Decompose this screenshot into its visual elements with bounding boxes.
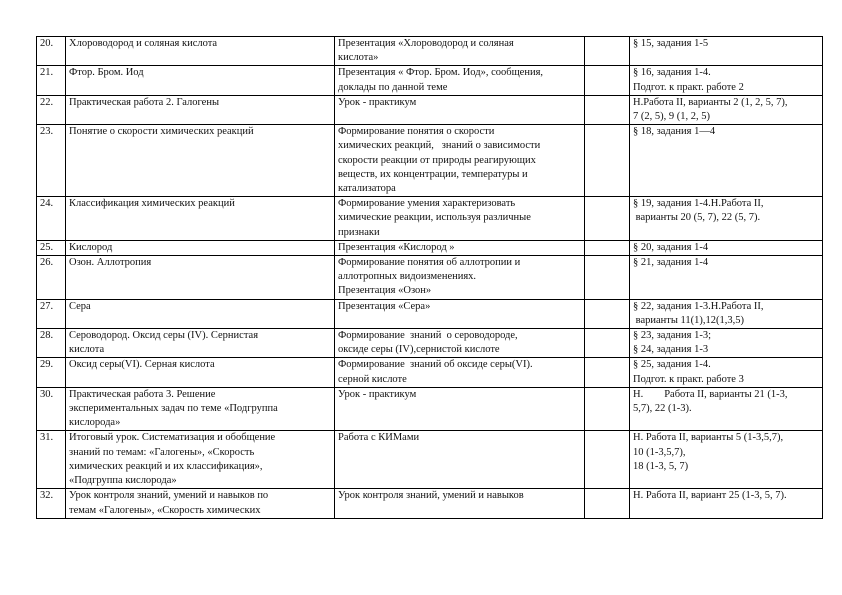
lesson-form-cell <box>335 197 585 241</box>
lesson-form-line: аллотропных видоизменениях. <box>338 271 477 283</box>
lesson-topic-cell <box>66 125 335 197</box>
lesson-number: 27. <box>40 300 54 312</box>
lesson-homework-line: варианты 20 (5, 7), 22 (5, 7). <box>633 212 761 224</box>
lesson-number: 26. <box>40 257 54 269</box>
lesson-homework-line: § 21, задания 1-4 <box>633 257 709 269</box>
table-row <box>37 125 823 197</box>
lesson-form-line: катализатора <box>338 183 396 195</box>
lesson-homework-cell <box>630 66 823 95</box>
lesson-form-line: Презентация «Кислород » <box>338 241 455 253</box>
lesson-number: 20. <box>40 38 54 49</box>
lesson-number-cell <box>37 37 66 66</box>
lesson-form-line: Урок - практикум <box>338 388 417 400</box>
lesson-form-line: веществ, их концентрации, температуры и <box>338 168 528 180</box>
lesson-homework-cell <box>630 197 823 241</box>
lesson-extra-cell <box>585 358 630 387</box>
lesson-form-line: серной кислоте <box>338 373 407 385</box>
lesson-homework-line: § 20, задания 1-4 <box>633 241 709 253</box>
table-row <box>37 95 823 124</box>
table-row <box>37 387 823 431</box>
lesson-number-cell <box>37 431 66 489</box>
lesson-topic-line: Итоговый урок. Систематизация и обобщение <box>69 432 276 444</box>
table-row <box>37 358 823 387</box>
lesson-form-line: Урок - практикум <box>338 96 417 108</box>
lesson-number-cell <box>37 125 66 197</box>
lesson-homework-line: § 25, задания 1-4. <box>633 359 711 371</box>
lesson-homework-cell <box>630 358 823 387</box>
lesson-homework-line: § 19, задания 1-4.Н.Работа II, <box>633 198 764 210</box>
lesson-topic-line: Классификация химических реакций <box>69 198 235 210</box>
lesson-homework-cell <box>630 95 823 124</box>
lesson-form-cell <box>335 240 585 255</box>
lesson-extra-cell <box>585 489 630 518</box>
lesson-extra-cell <box>585 197 630 241</box>
lesson-number: 32. <box>40 490 54 502</box>
lesson-form-cell <box>335 358 585 387</box>
lesson-extra-cell <box>585 66 630 95</box>
lesson-number: 29. <box>40 359 54 371</box>
lesson-topic-cell <box>66 197 335 241</box>
lesson-extra-cell <box>585 37 630 66</box>
lesson-homework-line: 10 (1-3,5,7), <box>633 446 686 458</box>
lesson-form-line: скорости реакции от природы реагирующих <box>338 154 536 166</box>
lesson-number: 25. <box>40 241 54 253</box>
lesson-number-cell <box>37 299 66 328</box>
table-row <box>37 329 823 358</box>
lesson-form-cell <box>335 95 585 124</box>
lesson-topic-cell <box>66 256 335 300</box>
lesson-topic-cell <box>66 489 335 518</box>
lesson-homework-line: § 18, задания 1—4 <box>633 126 716 138</box>
lesson-topic-cell <box>66 240 335 255</box>
lesson-topic-line: темам «Галогены», «Скорость химических <box>69 504 261 516</box>
lesson-homework-cell <box>630 256 823 300</box>
lesson-form-cell <box>335 256 585 300</box>
lesson-form-line: признаки <box>338 226 380 238</box>
lesson-homework-cell <box>630 431 823 489</box>
lesson-number: 21. <box>40 67 54 79</box>
lesson-homework-line: Подгот. к практ. работе 2 <box>633 81 744 93</box>
lesson-homework-line: 18 (1-3, 5, 7) <box>633 460 689 472</box>
table-row <box>37 256 823 300</box>
lesson-homework-line: варианты 11(1),12(1,3,5) <box>633 314 744 326</box>
lesson-extra-cell <box>585 431 630 489</box>
table-row <box>37 197 823 241</box>
lesson-number: 28. <box>40 330 54 342</box>
lesson-homework-line: § 16, задания 1-4. <box>633 67 711 79</box>
lesson-plan-table <box>36 36 823 519</box>
lesson-form-cell <box>335 329 585 358</box>
lesson-number-cell <box>37 489 66 518</box>
lesson-topic-line: Сера <box>69 300 91 312</box>
lesson-topic-line: Понятие о скорости химических реакций <box>69 126 254 138</box>
lesson-homework-line: § 22, задания 1-3.Н.Работа II, <box>633 300 764 312</box>
lesson-number-cell <box>37 329 66 358</box>
lesson-homework-line: § 15, задания 1-5 <box>633 38 709 49</box>
lesson-homework-line: 5,7), 22 (1-3). <box>633 403 692 415</box>
lesson-homework-line: Н. Работа II, вариант 25 (1-3, 5, 7). <box>633 490 787 502</box>
lesson-form-line: Формирование знаний об оксиде серы(VI). <box>338 359 533 371</box>
table-row <box>37 240 823 255</box>
lesson-homework-line: Н. Работа II, варианты 21 (1-3, <box>633 388 788 400</box>
lesson-form-line: Презентация « Фтор. Бром. Иод», сообщения, <box>338 67 544 79</box>
lesson-topic-line: Хлороводород и соляная кислота <box>69 38 218 49</box>
lesson-number-cell <box>37 256 66 300</box>
lesson-plan-body <box>37 37 823 519</box>
lesson-form-line: оксиде серы (IV),сернистой кислоте <box>338 344 500 356</box>
lesson-topic-line: Практическая работа 2. Галогены <box>69 96 220 108</box>
table-row <box>37 66 823 95</box>
lesson-form-line: кислота» <box>338 52 379 64</box>
lesson-form-line: Презентация «Озон» <box>338 285 432 297</box>
lesson-number: 23. <box>40 126 54 138</box>
lesson-extra-cell <box>585 240 630 255</box>
lesson-number: 24. <box>40 198 54 210</box>
lesson-homework-line: Н. Работа II, варианты 5 (1-3,5,7), <box>633 432 784 444</box>
lesson-topic-line: Сероводород. Оксид серы (IV). Сернистая <box>69 330 259 342</box>
lesson-form-line: Формирование понятия об аллотропии и <box>338 257 521 269</box>
lesson-topic-line: кислорода» <box>69 417 121 429</box>
lesson-topic-line: Практическая работа 3. Решение <box>69 388 216 400</box>
lesson-topic-line: Кислород <box>69 241 113 253</box>
lesson-homework-cell <box>630 37 823 66</box>
lesson-topic-line: Оксид серы(VI). Серная кислота <box>69 359 215 371</box>
lesson-topic-line: Фтор. Бром. Иод <box>69 67 144 79</box>
lesson-topic-cell <box>66 358 335 387</box>
lesson-number-cell <box>37 66 66 95</box>
lesson-homework-line: Н.Работа II, варианты 2 (1, 2, 5, 7), <box>633 96 788 108</box>
lesson-homework-line: 7 (2, 5), 9 (1, 2, 5) <box>633 111 710 123</box>
lesson-number-cell <box>37 358 66 387</box>
lesson-extra-cell <box>585 256 630 300</box>
lesson-topic-line: экспериментальных задач по теме «Подгруппа <box>69 403 278 415</box>
lesson-topic-line: Урок контроля знаний, умений и навыков по <box>69 490 269 502</box>
lesson-form-cell <box>335 299 585 328</box>
lesson-topic-line: кислота <box>69 344 105 356</box>
lesson-form-line: химические реакции, используя различные <box>338 212 531 224</box>
lesson-form-line: Работа с КИМами <box>338 432 420 444</box>
lesson-homework-cell <box>630 125 823 197</box>
lesson-number-cell <box>37 95 66 124</box>
lesson-number: 31. <box>40 432 54 444</box>
lesson-homework-cell <box>630 387 823 431</box>
lesson-extra-cell <box>585 299 630 328</box>
table-row <box>37 299 823 328</box>
lesson-homework-line <box>633 416 819 430</box>
lesson-topic-line: Озон. Аллотропия <box>69 257 152 269</box>
lesson-form-line: Презентация «Сера» <box>338 300 431 312</box>
lesson-form-line: Урок контроля знаний, умений и навыков <box>338 490 524 502</box>
lesson-homework-cell <box>630 299 823 328</box>
lesson-form-line: Формирование умения характеризовать <box>338 198 516 210</box>
lesson-topic-cell <box>66 299 335 328</box>
lesson-topic-line: знаний по темам: «Галогены», «Скорость <box>69 446 255 458</box>
lesson-topic-line: химических реакций и их классификация», <box>69 460 263 472</box>
lesson-extra-cell <box>585 95 630 124</box>
lesson-homework-cell <box>630 329 823 358</box>
lesson-topic-cell <box>66 37 335 66</box>
lesson-form-cell <box>335 489 585 518</box>
lesson-homework-cell <box>630 489 823 518</box>
lesson-topic-cell <box>66 431 335 489</box>
lesson-extra-cell <box>585 387 630 431</box>
lesson-form-cell <box>335 387 585 431</box>
lesson-number-cell <box>37 387 66 431</box>
lesson-form-cell <box>335 37 585 66</box>
lesson-form-line: Формирование понятия о скорости <box>338 126 495 138</box>
lesson-extra-cell <box>585 329 630 358</box>
lesson-topic-cell <box>66 329 335 358</box>
lesson-homework-cell <box>630 240 823 255</box>
lesson-form-cell <box>335 431 585 489</box>
lesson-form-cell <box>335 66 585 95</box>
lesson-form-line: химических реакций, знаний о зависимости <box>338 140 541 152</box>
lesson-topic-line: «Подгруппа кислорода» <box>69 475 177 487</box>
table-row <box>37 37 823 66</box>
lesson-extra-cell <box>585 125 630 197</box>
lesson-homework-line: Подгот. к практ. работе 3 <box>633 373 744 385</box>
lesson-form-cell <box>335 125 585 197</box>
lesson-topic-cell <box>66 66 335 95</box>
lesson-topic-cell <box>66 95 335 124</box>
table-row <box>37 489 823 518</box>
lesson-topic-cell <box>66 387 335 431</box>
lesson-number: 22. <box>40 96 54 108</box>
lesson-homework-line: § 24, задания 1-3 <box>633 344 709 356</box>
lesson-form-line: Формирование знаний о сероводороде, <box>338 330 518 342</box>
table-row <box>37 431 823 489</box>
lesson-number: 30. <box>40 388 54 400</box>
lesson-form-line: Презентация «Хлороводород и соляная <box>338 38 514 49</box>
lesson-form-line: доклады по данной теме <box>338 81 448 93</box>
lesson-number-cell <box>37 240 66 255</box>
lesson-number-cell <box>37 197 66 241</box>
lesson-homework-line: § 23, задания 1-3; <box>633 330 712 342</box>
